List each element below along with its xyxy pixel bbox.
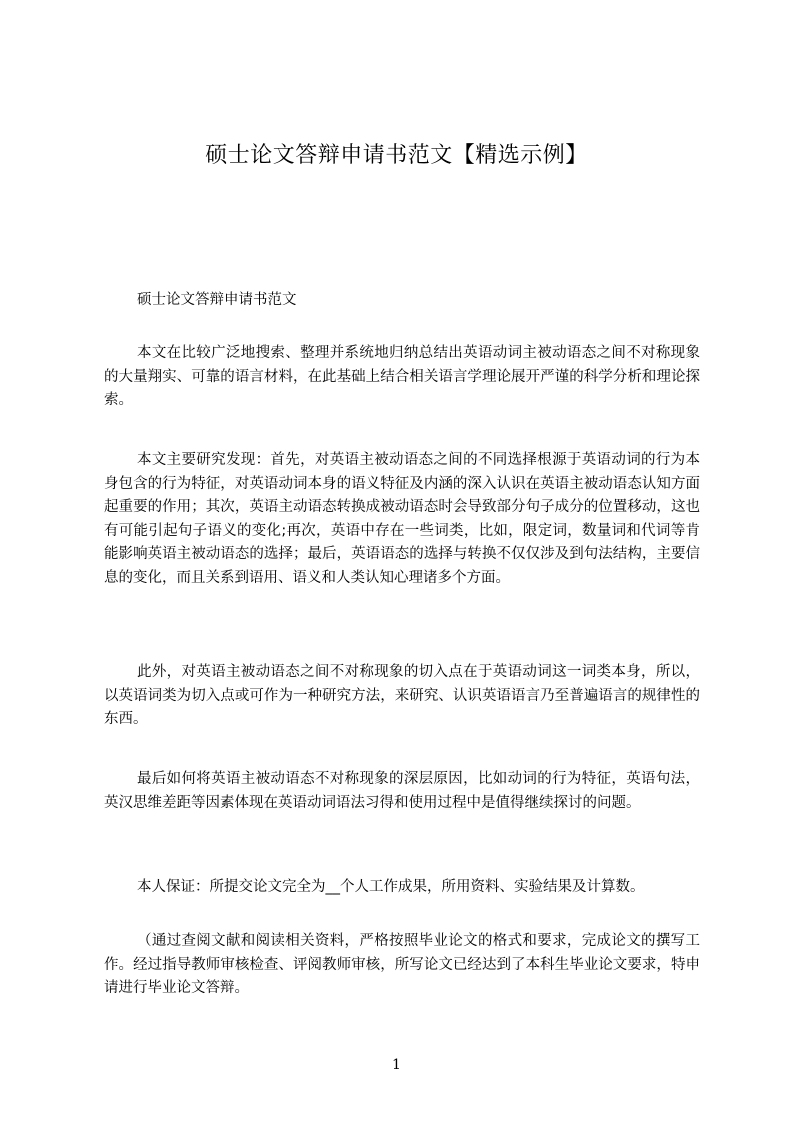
- paragraph-finally: 最后如何将英语主被动语态不对称现象的深层原因，比如动词的行为特征，英语句法，英汉思维差距等因素体现在英语动词语法习得和使用过程中是值得继续探讨的问题。: [104, 771, 700, 811]
- page-number: 1: [392, 1057, 401, 1073]
- paragraph-intro: 本文在比较广泛地搜索、整理并系统地归纳总结出英语动词主被动语态之间不对称现象的大量翔实、可靠的语言材料，在此基础上结合相关语言学理论展开严谨的科学分析和理论探索。: [104, 345, 700, 408]
- document-title: 硕士论文答辩申请书范文【精选示例】: [205, 143, 588, 168]
- section-heading: 硕士论文答辩申请书范文: [137, 292, 297, 308]
- paragraph-additionally: 此外，对英语主被动语态之间不对称现象的切入点在于英语动词这一词类本身，所以，以英语词类为切入点或可作为一种研究方法，来研究、认识英语语言乃至普遍语言的规律性的东西。: [104, 664, 700, 727]
- paragraph-findings: 本文主要研究发现：首先，对英语主被动语态之间的不同选择根源于英语动词的行为本身包含的行为特征，对英语动词本身的语义特征及内涵的深入认识在英语主被动语态认知方面起重要的作用；其次，英语主动语态转换成被动语态时会导致部分句子成分的位置移动，这也有可能引起句子语义的变化;再次，英语中存在一些词类，比如，限定词，数量词和代词等肯能影响英语主被动语态的选择；最后，英语语态的选择与转换不仅仅涉及到句法结构，主要信息的变化，而且关系到语用、语义和人类认知心理诸多个方面。: [104, 452, 700, 586]
- paragraph-guarantee: 本人保证：所提交论文完全为__个人工作成果，所用资料、实验结果及计算数。: [137, 879, 645, 895]
- paragraph-application: （通过查阅文献和阅读相关资料，严格按照毕业论文的格式和要求，完成论文的撰写工作。经过指导教师审核检查、评阅教师审核，所写论文已经达到了本科生毕业论文要求，特申请进行毕业论文答辩。: [104, 933, 700, 996]
